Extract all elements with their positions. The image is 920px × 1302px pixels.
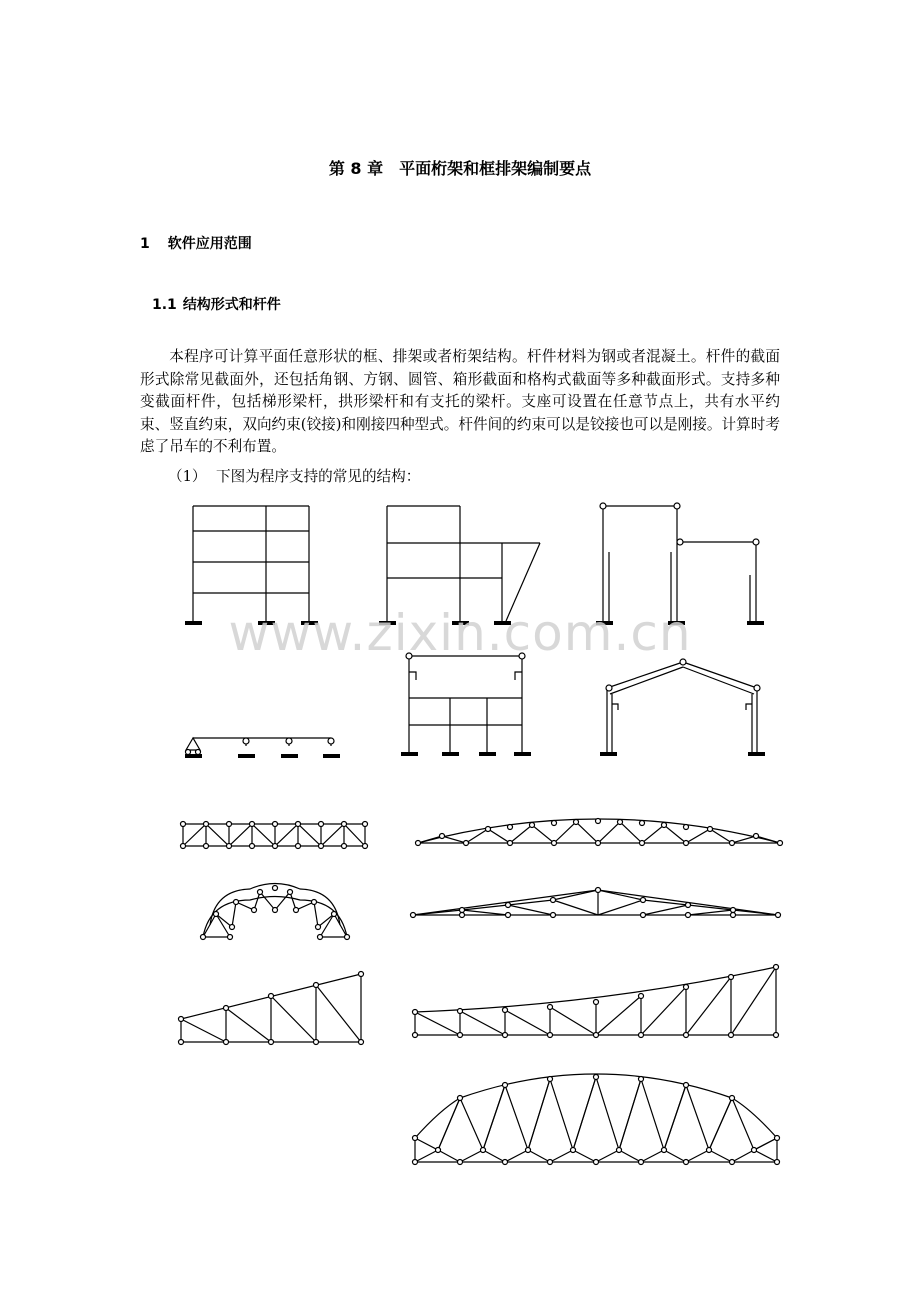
subsection-title: 结构形式和杆件 — [182, 297, 281, 313]
gable-portal-frame-diagram — [600, 659, 765, 756]
subsection-number: 1.1 — [152, 297, 177, 313]
ring-arch-truss-diagram — [201, 884, 350, 940]
triangular-truss-diagram — [411, 888, 781, 918]
monopitch-truss-left-diagram — [179, 972, 364, 1045]
monopitch-truss-right-diagram — [413, 965, 779, 1038]
multibay-bent-diagram — [401, 653, 531, 756]
section-title: 软件应用范围 — [167, 236, 252, 252]
list-item-text: 下图为程序支持的常见的结构： — [216, 468, 421, 485]
arched-truss-diagram — [416, 819, 783, 846]
bowstring-truss-diagram — [413, 1074, 780, 1165]
section-number: 1 — [140, 236, 150, 252]
body-paragraph: 本程序可计算平面任意形状的框、排架或者桁架结构。杆件材料为钢或者混凝土。杆件的截面形式除常见截面外，还包括角钢、方钢、圆管、箱形截面和格构式截面等多种截面形式。支持多种变截面杆件，包括梯形梁杆，拱形梁杆和有支托的梁杆。支座可设置在任意节点上，共有水平约束、竖直约束，双向约束(铰接)和刚接四种型式。杆件间的约束可以是铰接也可以是刚接。计算时考虑了吊车的不利布置。 — [140, 348, 780, 456]
watermark: www.zixin.com.cn — [228, 604, 692, 662]
continuous-beam-diagram — [185, 738, 340, 758]
list-item-number: （1） — [168, 468, 207, 485]
parallel-chord-truss-diagram — [181, 822, 368, 849]
chapter-title: 第 8 章 平面桁架和框排架编制要点 — [328, 159, 592, 178]
